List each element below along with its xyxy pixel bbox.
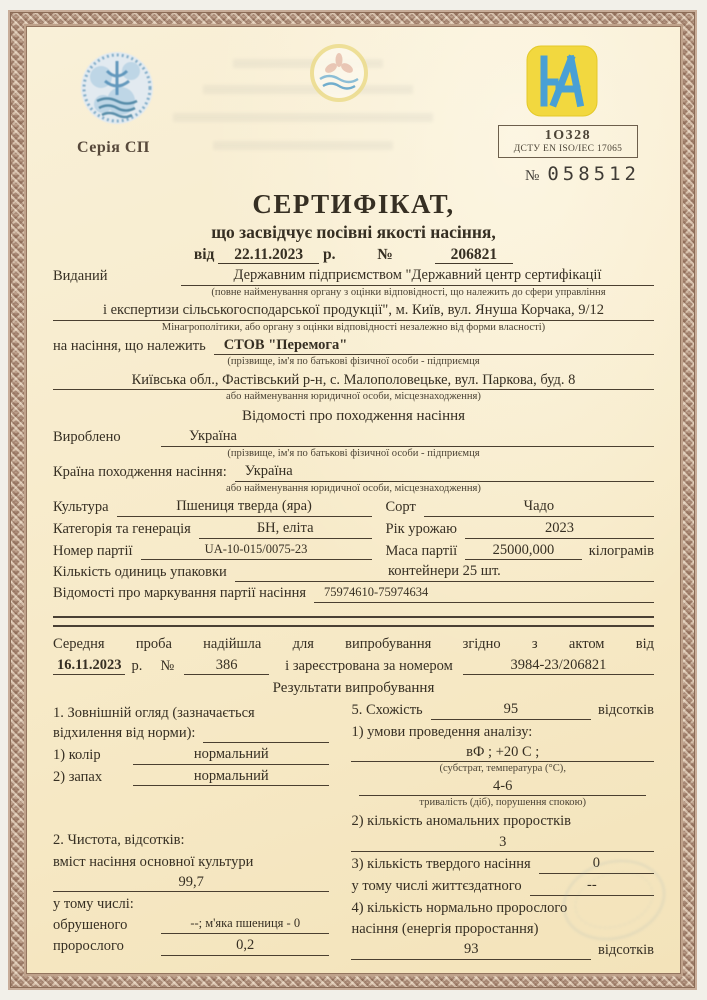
energy-row [351, 941, 654, 960]
energy-value: 93 [351, 941, 591, 960]
germination-row [351, 701, 654, 720]
marking-row [53, 585, 654, 603]
hard-seed-label: 3) кількість твердого насіння [351, 856, 531, 873]
sample-no-sign: № [160, 657, 175, 674]
origin-section [53, 408, 654, 495]
sprouted-row [53, 937, 329, 956]
owner-address: Київська обл., Фастівський р-н, с. Малополовецьке, вул. Паркова, буд. 8 [53, 372, 654, 391]
year-col [386, 520, 654, 539]
results-section [53, 701, 654, 960]
purity-title: 2. Чистота, відсотків: [53, 832, 185, 849]
category-label: Категорія та генерація [53, 520, 191, 537]
certificate-title: СЕРТИФІКАТ, [252, 189, 455, 219]
conditions-caption: (субстрат, температура (°С), [439, 763, 566, 775]
section-divider [53, 616, 654, 627]
sprouted-label: пророслого [53, 938, 124, 955]
viable-label: у тому числі життєздатного [351, 877, 522, 894]
packaging-label: Кількість одиниць упаковки [53, 564, 227, 581]
category-value: БН, еліта [199, 520, 372, 539]
purity-value: 99,7 [53, 874, 329, 893]
produced-value: Україна [161, 428, 654, 447]
mass-col [386, 542, 654, 561]
results-heading: Результати випробування [272, 679, 435, 696]
issued-label: Виданий [53, 268, 108, 284]
owner-value: СТОВ "Перемога" [214, 337, 654, 356]
smell-label: 2) запах [53, 768, 103, 785]
visual-inspection-label-1: 1. Зовнішній огляд (зазначається [53, 704, 255, 721]
conditions-value: вФ ; +20 С ; [351, 744, 654, 763]
germination-label: 5. Схожість [351, 701, 423, 718]
certificate-subtitle: що засвідчує посівні якості насіння, [211, 222, 496, 242]
smell-value: нормальний [133, 768, 329, 787]
results-left-column [53, 701, 329, 960]
bleed-through-artifact [213, 141, 393, 150]
including-label: у тому числі: [53, 896, 134, 913]
hulled-label: обрушеного [53, 916, 128, 933]
hard-seed-value: 0 [539, 855, 654, 874]
sprouted-value: 0,2 [161, 937, 329, 956]
issuing-body-value: Державним підприємством "Державний центр сертифікації [181, 267, 654, 286]
issue-date: 22.11.2023 [218, 246, 319, 264]
issuing-body-row-2 [53, 302, 654, 321]
issued-section [53, 267, 654, 403]
produced-label: Вироблено [53, 429, 121, 446]
sort-col [386, 498, 654, 517]
certificate-header [53, 41, 654, 187]
energy-label-2: насіння (енергія проростання) [351, 920, 539, 937]
address-caption: або найменування юридичної особи, місцезнаходження) [226, 391, 481, 403]
culture-sort-row [53, 495, 654, 517]
owner-row [53, 337, 654, 356]
issued-row [53, 267, 654, 286]
conditions-label: 1) умови проведення аналізу: [351, 723, 533, 740]
year-value: 2023 [465, 520, 654, 539]
sample-mid-text: і зареєстрована за номером [285, 657, 453, 674]
naau-accreditation-logo-icon [526, 45, 598, 117]
duration-value: 4-6 [359, 778, 646, 797]
produced-caption: (прізвище, ім'я по батькові фізичної особи - підприємця [227, 448, 480, 460]
packaging-row [53, 563, 654, 582]
color-row [53, 746, 329, 765]
serial-no-sign: № [525, 168, 540, 184]
country-caption: або найменування юридичної особи, місцезнаходження) [226, 482, 481, 494]
sort-value: Чадо [424, 498, 654, 517]
produced-row [53, 428, 654, 447]
accreditation-standard: ДСТУ EN ISO/IEC 17065 [513, 144, 623, 154]
color-label: 1) колір [53, 747, 101, 764]
lot-section [53, 495, 654, 603]
spacer [53, 786, 329, 828]
viable-value: -- [530, 877, 654, 896]
marking-value: 75974610-75974634 [314, 585, 654, 603]
origin-heading: Відомості про походження насіння [241, 408, 466, 425]
title-block [53, 189, 654, 264]
issued-caption-2: Мінагрополітики, або органу з оцінки відповідності незалежно від форми власності) [161, 321, 546, 333]
bleed-through-artifact [203, 85, 413, 94]
owner-label: на насіння, що належить [53, 337, 206, 354]
sample-year-abbr: р. [131, 657, 143, 674]
issue-date-line [53, 246, 654, 264]
serial-digits: 058512 [547, 163, 640, 185]
sort-label: Сорт [385, 499, 416, 516]
mass-unit: кілограмів [588, 542, 654, 559]
year-label: Рік урожаю [385, 520, 457, 537]
number-sign: № [377, 246, 393, 263]
abnormal-value: 3 [351, 834, 654, 853]
accreditation-number-box [498, 125, 638, 158]
category-year-row [53, 517, 654, 539]
conditions-row [351, 744, 654, 763]
lot-no-value: UA-10-015/0075-23 [141, 542, 372, 560]
visual-inspection-label-2: відхилення від норми): [53, 725, 196, 742]
country-label: Країна походження насіння: [53, 464, 227, 481]
registration-number: 3984-23/206821 [463, 657, 654, 675]
sample-section [53, 636, 654, 675]
lot-no-col [53, 542, 372, 561]
abnormal-row [351, 834, 654, 853]
hulled-value: --; м'яка пшениця - 0 [161, 916, 329, 934]
visual-inspection-row [53, 725, 329, 743]
blank-serial-number [525, 163, 640, 185]
country-row [53, 463, 654, 482]
packaging-value: контейнери 25 шт. [235, 563, 654, 582]
smell-row [53, 768, 329, 787]
owner-address-row [53, 372, 654, 391]
culture-col [53, 498, 372, 517]
bleed-through-artifact [173, 113, 433, 122]
germination-value: 95 [431, 701, 591, 720]
sample-line-1: Середня проба надійшла для випробування згідно з актом від [53, 635, 654, 652]
accreditation-code: 1О328 [544, 128, 592, 143]
energy-label-1: 4) кількість нормально пророслого [351, 899, 568, 916]
duration-caption: тривалість (діб), порушення спокою) [419, 797, 587, 809]
marking-label: Відомості про маркування партії насіння [53, 585, 307, 602]
issued-caption-1: (повне найменування органу з оцінки відповідності, що належить до сфери управління [211, 286, 606, 298]
hulled-row [53, 916, 329, 934]
mass-value: 25000,000 [465, 542, 582, 561]
abnormal-label: 2) кількість аномальних проростків [351, 813, 572, 830]
duration-row [359, 778, 646, 797]
sample-line-2 [53, 657, 654, 675]
from-label: від [193, 246, 215, 263]
owner-caption: (прізвище, ім'я по батькові фізичної особи - підприємця [227, 356, 480, 368]
purity-value-row [53, 874, 329, 893]
act-number: 386 [184, 657, 269, 675]
country-value: Україна [235, 463, 654, 482]
purity-sub-label: вміст насіння основної культури [53, 853, 254, 870]
series-label: Серія СП [77, 139, 150, 156]
lotno-mass-row [53, 539, 654, 561]
seed-and-waves-logo-icon [309, 43, 369, 103]
lot-no-label: Номер партії [53, 542, 133, 559]
issuing-body-value-2: і експертизи сільськогосподарської продукції", м. Київ, вул. Януша Корчака, 9/12 [53, 302, 654, 321]
year-abbr: р. [323, 246, 336, 263]
culture-value: Пшениця тверда (яра) [117, 498, 372, 517]
certificate-paper [26, 26, 681, 974]
energy-unit: відсотків [597, 941, 654, 958]
visual-inspection-blank [203, 725, 329, 743]
category-col [53, 520, 372, 539]
mass-label: Маса партії [385, 542, 458, 559]
germination-unit: відсотків [597, 701, 654, 718]
culture-label: Культура [53, 499, 109, 516]
color-value: нормальний [133, 746, 329, 765]
sample-date: 16.11.2023 [53, 657, 125, 675]
certificate-number: 206821 [435, 246, 514, 264]
ministry-emblem-stamp-icon [79, 49, 155, 127]
